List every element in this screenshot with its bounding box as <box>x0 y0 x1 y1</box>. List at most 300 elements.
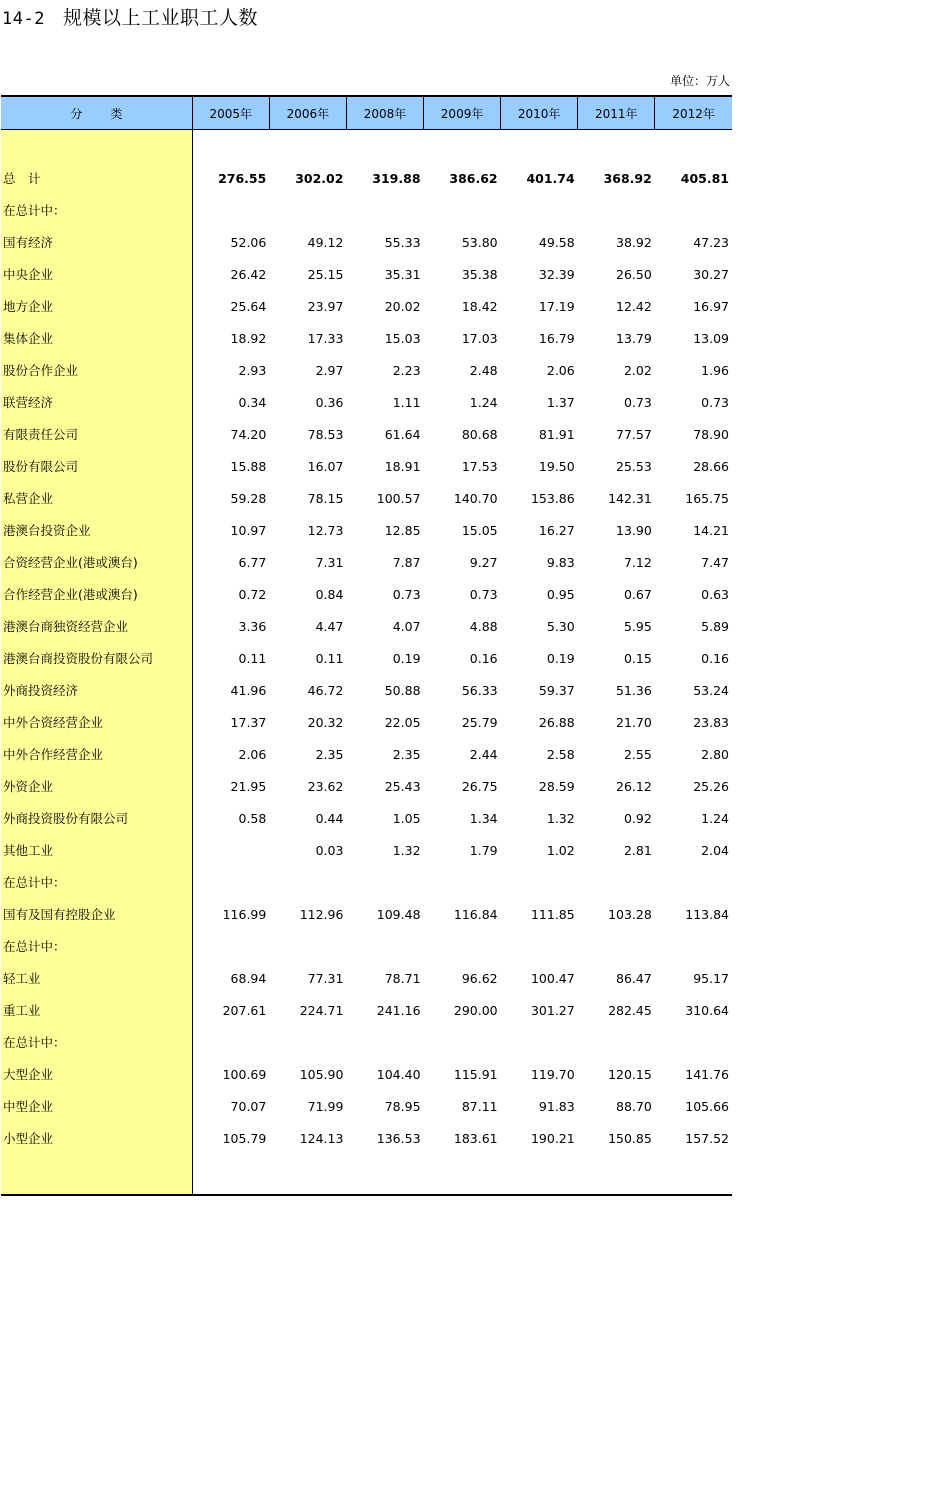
value-cell: 6.77 <box>238 554 267 570</box>
value-cell: 26.12 <box>616 778 652 794</box>
value-cell <box>269 1026 346 1058</box>
value-cell <box>501 1026 578 1058</box>
value-cell: 100.47 <box>530 970 575 986</box>
value-cell: 368.92 <box>603 170 652 186</box>
unit-label: 单位：万人 <box>669 74 730 88</box>
table-row <box>1 418 732 450</box>
value-cell: 13.79 <box>616 330 652 346</box>
row-label: 在总计中： <box>1 866 192 898</box>
value-cell: 207.61 <box>222 1002 267 1018</box>
table-title: 规模以上工业职工人数 <box>62 7 258 29</box>
table-row <box>1 802 732 834</box>
value-cell: 3.36 <box>238 618 267 634</box>
value-cell <box>655 1026 732 1058</box>
table-row <box>1 1058 732 1090</box>
value-cell: 0.73 <box>392 586 421 602</box>
table-row <box>1 1122 732 1154</box>
value-cell: 23.62 <box>307 778 344 794</box>
value-cell <box>192 866 269 898</box>
row-label: 国有经济 <box>1 226 192 258</box>
value-cell: 15.88 <box>230 458 267 474</box>
table-row <box>1 578 732 610</box>
value-cell: 25.43 <box>384 778 421 794</box>
value-cell: 78.53 <box>307 426 344 442</box>
value-cell: 95.17 <box>693 970 729 986</box>
column-header-year: 2009年 <box>424 96 501 130</box>
value-cell <box>192 834 269 866</box>
value-cell: 105.90 <box>299 1066 344 1082</box>
row-label: 外商投资经济 <box>1 674 192 706</box>
value-cell: 5.95 <box>623 618 652 634</box>
value-cell: 28.59 <box>538 778 575 794</box>
table-row <box>1 386 732 418</box>
value-cell: 17.19 <box>538 298 575 314</box>
table-row <box>1 546 732 578</box>
row-label: 在总计中： <box>1 930 192 962</box>
value-cell: 2.02 <box>623 362 652 378</box>
value-cell <box>346 930 423 962</box>
value-cell: 50.88 <box>384 682 421 698</box>
value-cell: 18.92 <box>230 330 267 346</box>
row-label: 中央企业 <box>1 258 192 290</box>
value-cell: 25.15 <box>307 266 344 282</box>
value-cell: 290.00 <box>453 1002 498 1018</box>
value-cell: 7.87 <box>392 554 421 570</box>
value-cell: 26.88 <box>538 714 575 730</box>
value-cell: 136.53 <box>376 1130 421 1146</box>
table-body <box>1 130 732 1196</box>
value-cell: 7.31 <box>315 554 344 570</box>
value-cell: 2.55 <box>623 746 652 762</box>
value-cell <box>346 194 423 226</box>
value-cell: 0.11 <box>315 650 344 666</box>
value-cell: 25.64 <box>230 298 267 314</box>
table-row <box>1 1090 732 1122</box>
table-row <box>1 674 732 706</box>
value-cell: 78.90 <box>693 426 729 442</box>
value-cell: 109.48 <box>376 906 421 922</box>
value-cell: 25.26 <box>693 778 729 794</box>
value-cell: 142.31 <box>608 490 652 506</box>
table-row <box>1 994 732 1026</box>
value-cell: 30.27 <box>693 266 729 282</box>
spacer-row <box>1 130 732 163</box>
value-cell: 2.48 <box>469 362 498 378</box>
value-cell <box>192 930 269 962</box>
row-label: 国有及国有控股企业 <box>1 898 192 930</box>
value-cell: 0.92 <box>623 810 652 826</box>
value-cell: 2.81 <box>623 842 652 858</box>
value-cell: 310.64 <box>685 1002 729 1018</box>
value-cell: 25.79 <box>461 714 498 730</box>
column-header-year: 2012年 <box>655 96 732 130</box>
value-cell <box>424 1026 501 1058</box>
column-header-category: 分类 <box>1 96 192 130</box>
value-cell: 0.73 <box>701 394 729 410</box>
value-cell: 56.33 <box>461 682 498 698</box>
value-cell: 78.71 <box>384 970 421 986</box>
row-label: 小型企业 <box>1 1122 192 1154</box>
table-row <box>1 866 732 898</box>
row-label: 在总计中： <box>1 194 192 226</box>
row-label: 总 计 <box>1 162 192 194</box>
value-cell: 77.57 <box>616 426 652 442</box>
value-cell: 4.88 <box>469 618 498 634</box>
value-cell <box>424 930 501 962</box>
spacer-cell <box>1 130 192 163</box>
row-label: 股份有限公司 <box>1 450 192 482</box>
row-label: 港澳台投资企业 <box>1 514 192 546</box>
value-cell: 17.03 <box>461 330 498 346</box>
row-label: 重工业 <box>1 994 192 1026</box>
value-cell: 78.95 <box>384 1098 421 1114</box>
value-cell: 17.53 <box>461 458 498 474</box>
value-cell: 2.97 <box>315 362 344 378</box>
value-cell: 4.07 <box>392 618 421 634</box>
value-cell: 77.31 <box>307 970 344 986</box>
value-cell: 16.07 <box>307 458 344 474</box>
value-cell: 0.67 <box>623 586 652 602</box>
value-cell <box>192 194 269 226</box>
value-cell: 9.83 <box>546 554 575 570</box>
value-cell: 2.35 <box>392 746 421 762</box>
value-cell: 190.21 <box>530 1130 575 1146</box>
value-cell: 18.42 <box>461 298 498 314</box>
table-row <box>1 834 732 866</box>
value-cell: 153.86 <box>530 490 575 506</box>
row-label: 大型企业 <box>1 1058 192 1090</box>
row-label: 联营经济 <box>1 386 192 418</box>
value-cell: 0.11 <box>238 650 267 666</box>
value-cell: 53.80 <box>461 234 498 250</box>
value-cell: 80.68 <box>461 426 498 442</box>
row-label: 港澳台商投资股份有限公司 <box>1 642 192 674</box>
value-cell: 15.05 <box>461 522 498 538</box>
value-cell: 2.93 <box>238 362 267 378</box>
value-cell <box>578 194 655 226</box>
value-cell: 20.02 <box>384 298 421 314</box>
value-cell: 41.96 <box>230 682 267 698</box>
row-label: 合作经营企业(港或澳台) <box>1 578 192 610</box>
value-cell: 1.32 <box>546 810 575 826</box>
value-cell: 105.79 <box>222 1130 267 1146</box>
table-row <box>1 642 732 674</box>
value-cell: 1.11 <box>392 394 421 410</box>
value-cell: 21.95 <box>230 778 267 794</box>
value-cell: 100.57 <box>376 490 421 506</box>
table-row <box>1 354 732 386</box>
value-cell <box>578 930 655 962</box>
value-cell: 112.96 <box>299 906 344 922</box>
value-cell: 21.70 <box>616 714 652 730</box>
value-cell <box>501 866 578 898</box>
value-cell <box>424 866 501 898</box>
value-cell: 2.06 <box>546 362 575 378</box>
row-label: 轻工业 <box>1 962 192 994</box>
table-row <box>1 1026 732 1058</box>
value-cell: 113.84 <box>685 906 729 922</box>
value-cell: 38.92 <box>616 234 652 250</box>
value-cell <box>655 866 732 898</box>
value-cell: 9.27 <box>469 554 498 570</box>
value-cell <box>578 1026 655 1058</box>
row-label: 外商投资股份有限公司 <box>1 802 192 834</box>
row-label: 中型企业 <box>1 1090 192 1122</box>
value-cell: 120.15 <box>608 1066 652 1082</box>
value-cell: 26.50 <box>616 266 652 282</box>
value-cell: 96.62 <box>461 970 498 986</box>
value-cell: 1.96 <box>701 362 729 378</box>
value-cell: 87.11 <box>461 1098 498 1114</box>
value-cell: 2.35 <box>315 746 344 762</box>
value-cell: 0.16 <box>701 650 729 666</box>
value-cell: 28.66 <box>693 458 729 474</box>
value-cell: 32.39 <box>538 266 575 282</box>
table-row <box>1 962 732 994</box>
value-cell: 16.79 <box>538 330 575 346</box>
value-cell: 88.70 <box>616 1098 652 1114</box>
value-cell <box>269 194 346 226</box>
value-cell: 47.23 <box>693 234 729 250</box>
value-cell: 2.58 <box>546 746 575 762</box>
value-cell: 115.91 <box>453 1066 498 1082</box>
value-cell: 17.33 <box>307 330 344 346</box>
value-cell: 165.75 <box>685 490 729 506</box>
value-cell: 13.90 <box>616 522 652 538</box>
value-cell: 49.12 <box>307 234 344 250</box>
value-cell: 100.69 <box>222 1066 267 1082</box>
value-cell: 0.58 <box>238 810 267 826</box>
table-row <box>1 770 732 802</box>
value-cell: 16.27 <box>538 522 575 538</box>
column-header-year: 2006年 <box>269 96 346 130</box>
row-label: 中外合资经营企业 <box>1 706 192 738</box>
value-cell: 1.02 <box>546 842 575 858</box>
value-cell: 18.91 <box>384 458 421 474</box>
value-cell: 7.12 <box>623 554 652 570</box>
table-number: 14-2 <box>2 9 45 29</box>
value-cell: 7.47 <box>701 554 729 570</box>
value-cell: 35.31 <box>384 266 421 282</box>
value-cell: 1.05 <box>392 810 421 826</box>
value-cell: 1.79 <box>469 842 498 858</box>
spacer-row <box>1 1154 732 1195</box>
value-cell: 68.94 <box>230 970 267 986</box>
value-cell: 91.83 <box>538 1098 575 1114</box>
value-cell: 1.24 <box>469 394 498 410</box>
value-cell: 282.45 <box>608 1002 652 1018</box>
row-label: 港澳台商独资经营企业 <box>1 610 192 642</box>
value-cell: 12.42 <box>616 298 652 314</box>
table-row <box>1 162 732 194</box>
value-cell: 22.05 <box>384 714 421 730</box>
table-row <box>1 290 732 322</box>
column-header-year: 2005年 <box>192 96 269 130</box>
value-cell <box>424 194 501 226</box>
value-cell: 2.23 <box>392 362 421 378</box>
table-row <box>1 706 732 738</box>
value-cell: 13.09 <box>693 330 729 346</box>
column-header-year: 2011年 <box>578 96 655 130</box>
spacer-cell <box>192 130 732 163</box>
value-cell: 46.72 <box>307 682 344 698</box>
value-cell: 140.70 <box>453 490 498 506</box>
value-cell <box>501 930 578 962</box>
value-cell: 386.62 <box>449 170 498 186</box>
value-cell: 20.32 <box>307 714 344 730</box>
value-cell: 71.99 <box>307 1098 344 1114</box>
value-cell: 141.76 <box>685 1066 729 1082</box>
value-cell: 111.85 <box>530 906 575 922</box>
value-cell: 61.64 <box>384 426 421 442</box>
value-cell: 276.55 <box>218 170 267 186</box>
value-cell: 52.06 <box>230 234 267 250</box>
value-cell <box>269 866 346 898</box>
value-cell: 49.58 <box>538 234 575 250</box>
table-row <box>1 226 732 258</box>
row-label: 股份合作企业 <box>1 354 192 386</box>
row-label: 中外合作经营企业 <box>1 738 192 770</box>
value-cell: 12.85 <box>384 522 421 538</box>
spacer-cell <box>192 1154 732 1195</box>
value-cell: 183.61 <box>453 1130 498 1146</box>
row-label: 合资经营企业(港或澳台) <box>1 546 192 578</box>
header-row <box>1 96 732 130</box>
row-label: 其他工业 <box>1 834 192 866</box>
value-cell: 301.27 <box>530 1002 575 1018</box>
value-cell: 0.84 <box>315 586 344 602</box>
value-cell: 26.42 <box>230 266 267 282</box>
value-cell: 0.73 <box>623 394 652 410</box>
value-cell <box>192 1026 269 1058</box>
value-cell <box>346 1026 423 1058</box>
value-cell: 0.63 <box>701 586 729 602</box>
value-cell: 0.03 <box>315 842 344 858</box>
value-cell: 1.34 <box>469 810 498 826</box>
value-cell: 2.04 <box>701 842 729 858</box>
value-cell <box>578 866 655 898</box>
value-cell: 70.07 <box>230 1098 267 1114</box>
value-cell: 1.24 <box>701 810 729 826</box>
table-row <box>1 738 732 770</box>
table-row <box>1 322 732 354</box>
value-cell: 0.36 <box>315 394 344 410</box>
value-cell: 105.66 <box>685 1098 729 1114</box>
table-row <box>1 898 732 930</box>
value-cell: 23.83 <box>693 714 729 730</box>
value-cell: 103.28 <box>608 906 652 922</box>
value-cell: 17.37 <box>230 714 267 730</box>
value-cell: 241.16 <box>376 1002 421 1018</box>
value-cell: 53.24 <box>693 682 729 698</box>
value-cell: 4.47 <box>315 618 344 634</box>
value-cell: 157.52 <box>685 1130 729 1146</box>
value-cell: 14.21 <box>693 522 729 538</box>
row-label: 集体企业 <box>1 322 192 354</box>
value-cell: 405.81 <box>680 170 729 186</box>
row-label: 地方企业 <box>1 290 192 322</box>
value-cell: 35.38 <box>461 266 498 282</box>
value-cell: 0.19 <box>546 650 575 666</box>
value-cell <box>655 930 732 962</box>
value-cell: 116.84 <box>453 906 498 922</box>
value-cell: 23.97 <box>307 298 344 314</box>
value-cell: 119.70 <box>530 1066 575 1082</box>
value-cell: 15.03 <box>384 330 421 346</box>
value-cell: 2.80 <box>701 746 729 762</box>
table-row <box>1 258 732 290</box>
value-cell: 0.72 <box>238 586 267 602</box>
value-cell: 224.71 <box>299 1002 344 1018</box>
value-cell: 2.06 <box>238 746 267 762</box>
value-cell: 12.73 <box>307 522 344 538</box>
value-cell <box>269 930 346 962</box>
value-cell: 2.44 <box>469 746 498 762</box>
value-cell: 319.88 <box>372 170 421 186</box>
value-cell: 26.75 <box>461 778 498 794</box>
value-cell: 0.16 <box>469 650 498 666</box>
value-cell: 0.19 <box>392 650 421 666</box>
value-cell: 81.91 <box>538 426 575 442</box>
data-table <box>1 95 732 1196</box>
table-row <box>1 450 732 482</box>
value-cell: 401.74 <box>526 170 575 186</box>
value-cell: 0.15 <box>623 650 652 666</box>
value-cell: 0.34 <box>238 394 267 410</box>
table-row <box>1 930 732 962</box>
value-cell: 1.37 <box>546 394 575 410</box>
value-cell: 74.20 <box>230 426 267 442</box>
value-cell: 55.33 <box>384 234 421 250</box>
value-cell: 150.85 <box>608 1130 652 1146</box>
value-cell: 116.99 <box>222 906 267 922</box>
row-label: 私营企业 <box>1 482 192 514</box>
value-cell: 25.53 <box>616 458 652 474</box>
value-cell: 0.73 <box>469 586 498 602</box>
value-cell: 86.47 <box>616 970 652 986</box>
row-label: 有限责任公司 <box>1 418 192 450</box>
table-row <box>1 610 732 642</box>
value-cell: 124.13 <box>299 1130 344 1146</box>
value-cell: 59.28 <box>230 490 267 506</box>
value-cell: 5.89 <box>701 618 729 634</box>
value-cell: 78.15 <box>307 490 344 506</box>
value-cell: 16.97 <box>693 298 729 314</box>
page-title <box>2 5 258 32</box>
value-cell: 59.37 <box>538 682 575 698</box>
row-label: 外资企业 <box>1 770 192 802</box>
value-cell <box>501 194 578 226</box>
value-cell: 104.40 <box>376 1066 421 1082</box>
value-cell: 0.95 <box>546 586 575 602</box>
table-row <box>1 194 732 226</box>
value-cell: 51.36 <box>616 682 652 698</box>
table-row <box>1 482 732 514</box>
value-cell: 19.50 <box>538 458 575 474</box>
value-cell <box>346 866 423 898</box>
value-cell: 302.02 <box>295 170 344 186</box>
column-header-year: 2010年 <box>501 96 578 130</box>
value-cell: 10.97 <box>230 522 267 538</box>
column-header-year: 2008年 <box>346 96 423 130</box>
value-cell: 0.44 <box>315 810 344 826</box>
value-cell: 1.32 <box>392 842 421 858</box>
spacer-cell <box>1 1154 192 1195</box>
value-cell: 5.30 <box>546 618 575 634</box>
row-label: 在总计中： <box>1 1026 192 1058</box>
table-row <box>1 514 732 546</box>
value-cell <box>655 194 732 226</box>
